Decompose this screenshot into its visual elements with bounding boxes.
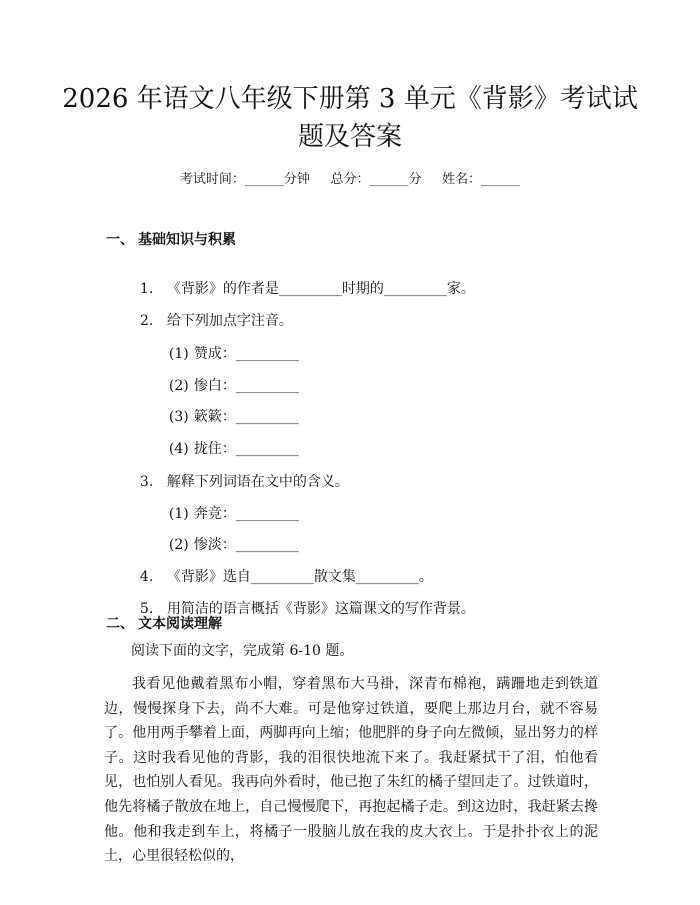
question-text: 解释下列词语在文中的含义。	[166, 474, 349, 490]
question-1	[131, 262, 475, 298]
passage-paragraph: 我看见他戴着黑布小帽，穿着黑布大马褂，深青布棉袍，蹒跚地走到铁道边，慢慢探身下去，尚不大难。可是他穿过铁道，要爬上那边月台，就不容易了。他用两手攀着上面，两脚再向上缩；他肥胖的身子向左微倾，显出努力的样子。这时我看见他的背影，我的泪很快地流下来了。我赶紧拭干了泪，怕他看见，也怕别人看见。我再向外看时，他已抱了朱红的橘子望回走了。过铁道时，他先将橘子散放在地上，自己慢慢爬下，再抱起橘子走。到这边时，我赶紧去搀他。他和我走到车上，将橘子一股脑儿放在我的皮大衣上。于是扑扑衣上的泥土，心里很轻松似的，	[104, 676, 598, 865]
exam-meta-line: 考试时间：______分钟 总分：______分 姓名：______	[179, 172, 521, 187]
sub-item-text: 奔竞：_________	[193, 506, 299, 522]
sub-item-text: 惨淡：_________	[193, 537, 299, 553]
question-number: 2.	[139, 313, 154, 329]
question-number: 3.	[139, 474, 154, 490]
question-text: 《背影》的作者是_________时期的_________家。	[166, 281, 475, 297]
question-number: 4.	[139, 569, 154, 585]
sub-item	[160, 390, 299, 426]
question-2	[131, 294, 293, 330]
question-text: 给下列加点字注音。	[166, 313, 293, 329]
sub-item-text: 赞成：_________	[193, 346, 299, 362]
sub-item-text: 簌簌：_________	[193, 409, 299, 425]
question-text: 用简洁的语言概括《背影》这篇课文的写作背景。	[166, 601, 475, 617]
question-number: 5.	[139, 601, 154, 617]
reading-instruction: 阅读下面的文字，完成第 6-10 题。	[131, 643, 354, 659]
sub-item-number: (2)	[168, 378, 189, 394]
question-3	[131, 455, 349, 491]
sub-item-text: 拢住：_________	[193, 441, 299, 457]
sub-item-text: 惨白：_________	[193, 378, 299, 394]
question-text: 《背影》选自_________散文集_________。	[166, 569, 433, 585]
section-number: 二、	[106, 616, 134, 632]
sub-item-number: (4)	[168, 441, 189, 457]
section-2-heading	[106, 613, 222, 633]
sub-item-number: (1)	[168, 346, 189, 362]
sub-item	[160, 327, 299, 363]
sub-item-number: (2)	[168, 537, 189, 553]
section-title: 基础知识与积累	[138, 232, 236, 248]
section-title: 文本阅读理解	[138, 616, 222, 632]
section-number: 一、	[106, 232, 134, 248]
sub-item-number: (3)	[168, 409, 189, 425]
sub-item	[160, 422, 299, 458]
page-title: 2026 年语文八年级下册第 3 单元《背影》考试试题及答案	[62, 84, 638, 152]
sub-item-number: (1)	[168, 506, 189, 522]
question-number: 1.	[139, 281, 154, 297]
reading-passage	[104, 672, 598, 869]
section-1-heading	[106, 229, 236, 249]
question-4	[131, 550, 433, 586]
sub-item	[160, 518, 299, 554]
